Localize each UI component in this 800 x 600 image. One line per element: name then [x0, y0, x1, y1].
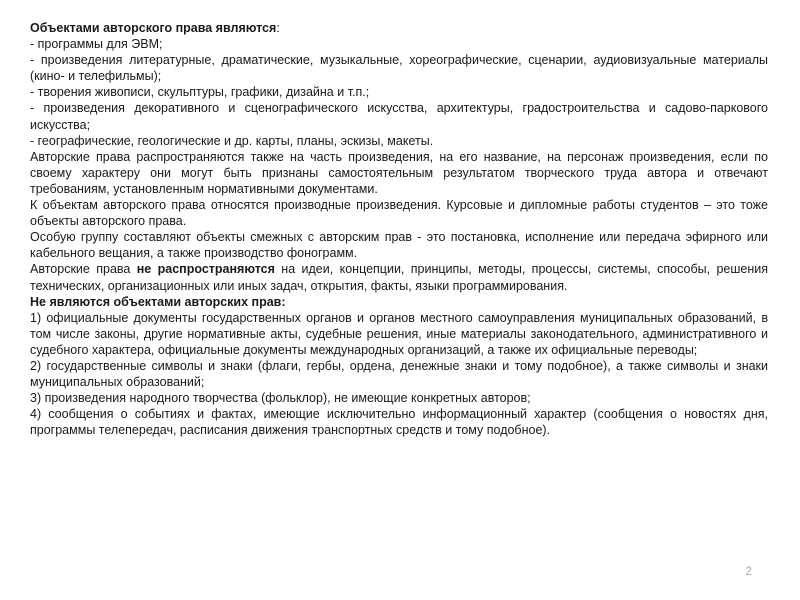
list-item-literary-works: - произведения литературные, драматические, музыкальные, хореографические, сценарии, аудиовизуальные материалы (кино- и телефильмы); [30, 53, 768, 84]
not-objects-heading: Не являются объектами авторских прав: [30, 294, 286, 309]
not-objects-item-state-symbols: 2) государственные символы и знаки (флаги, гербы, ордена, денежные знаки и тому подобное), а также символы и знаки муниципальных образований; [30, 358, 768, 390]
slide-content [30, 20, 768, 438]
not-extended-before: Авторские права [30, 262, 137, 277]
not-objects-item-official-documents: 1) официальные документы государственных органов и органов местного самоуправления муниципальных образований, в том числе законы, другие нормативные акты, судебные решения, иные материалы законодательного, административного и судебного характера, официальные документы международных организаций, а также их официальные переводы; [30, 310, 768, 357]
paragraph-title-character: Авторские права распространяются также на часть произведения, на его название, на персонаж произведения, если по своему характеру они могут быть признаны самостоятельным результатом творческого труда автора и отвечают требованиям, установленным нормативными документами. [30, 149, 768, 196]
not-extended-after: на идеи, концепции, принципы, методы, процессы, системы, способы, решения технических, организационных или иных задач, открытия, факты, языки программирования. [30, 262, 768, 293]
list-item-maps: - географические, геологические и др. карты, планы, эскизы, макеты. [30, 133, 434, 148]
not-objects-item-folklore: 3) произведения народного творчества (фольклор), не имеющие конкретных авторов; [30, 391, 531, 406]
not-extended-bold: не распространяются [136, 262, 275, 277]
objects-heading [30, 20, 768, 36]
not-objects-item-news: 4) сообщения о событиях и фактах, имеющие исключительно информационный характер (сообщения о новостях дня, программы телепередач, расписания движения транспортных средств и тому подобное). [30, 407, 768, 438]
slide-number: 2 [745, 564, 752, 578]
paragraph-not-extended [30, 261, 768, 293]
paragraph-derivative-works: К объектам авторского права относятся производные произведения. Курсовые и дипломные работы студентов – это тоже объекты авторского права. [30, 198, 768, 229]
objects-heading-text: Объектами авторского права являются [30, 21, 277, 35]
list-item-decorative-art: - произведения декоративного и сценографического искусства, архитектуры, градостроительства и садово-паркового искусства; [30, 101, 768, 132]
objects-heading-colon: : [276, 21, 280, 35]
list-item-fine-art: - творения живописи, скульптуры, графики, дизайна и т.п.; [30, 85, 370, 100]
list-item-software: - программы для ЭВМ; [30, 37, 163, 52]
paragraph-related-rights: Особую группу составляют объекты смежных с авторским прав - это постановка, исполнение или передача эфирного или кабельного вещания, а также производство фонограмм. [30, 230, 768, 261]
